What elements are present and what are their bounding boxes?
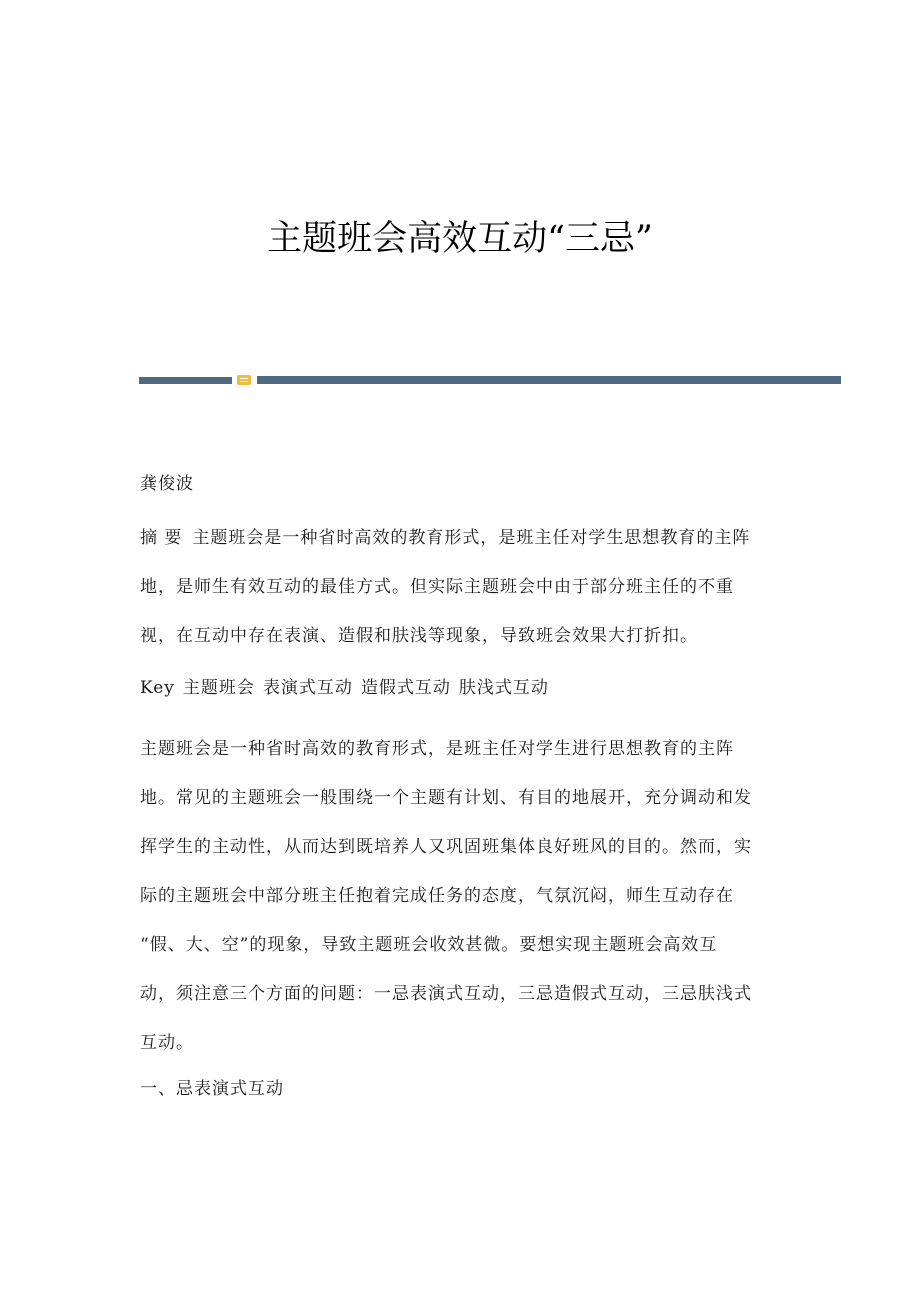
paragraph-line: 际的主题班会中部分班主任抱着完成任务的态度，气氛沉闷，师生互动存在	[140, 886, 734, 906]
keyword-item: 主题班会	[182, 678, 255, 698]
keyword-item: 表演式互动	[262, 678, 353, 698]
abstract-label: 摘 要	[140, 528, 183, 548]
section-heading: 一、忌表演式互动	[140, 1079, 284, 1099]
title-divider	[139, 375, 841, 385]
abstract	[140, 514, 780, 661]
paragraph-line: 地。常见的主题班会一般围绕一个主题有计划、有目的地展开，充分调动和发	[140, 788, 752, 808]
divider-bar-left	[139, 377, 232, 384]
paragraph-line: 挥学生的主动性，从而达到既培养人又巩固班集体良好班风的目的。然而，实	[140, 837, 752, 857]
paragraph-line: “假、大、空”的现象，导致主题班会收效甚微。要想实现主题班会高效互	[140, 935, 718, 955]
abstract-line: 视，在互动中存在表演、造假和肤浅等现象，导致班会效果大打折扣。	[140, 626, 698, 646]
paragraph-line: 互动。	[140, 1033, 194, 1053]
paragraph-line: 动，须注意三个方面的问题：一忌表演式互动，三忌造假式互动，三忌肤浅式	[140, 984, 752, 1004]
keywords-line	[140, 664, 780, 713]
keywords-label: Key	[140, 678, 175, 698]
keywords	[140, 664, 780, 713]
document-icon	[237, 375, 251, 385]
document-title: 主题班会高效互动“三忌”	[267, 219, 653, 259]
keyword-item: 肤浅式互动	[458, 678, 549, 698]
abstract-text: 主题班会是一种省时高效的教育形式，是班主任对学生思想教育的主阵	[192, 528, 751, 548]
author-name: 龚俊波	[140, 474, 194, 494]
divider-bar-right	[257, 376, 841, 384]
body-paragraph	[140, 725, 780, 1068]
keyword-item: 造假式互动	[360, 678, 451, 698]
paragraph-line: 主题班会是一种省时高效的教育形式，是班主任对学生进行思想教育的主阵	[140, 739, 734, 759]
abstract-line	[140, 514, 780, 563]
abstract-line: 地，是师生有效互动的最佳方式。但实际主题班会中由于部分班主任的不重	[140, 577, 734, 597]
